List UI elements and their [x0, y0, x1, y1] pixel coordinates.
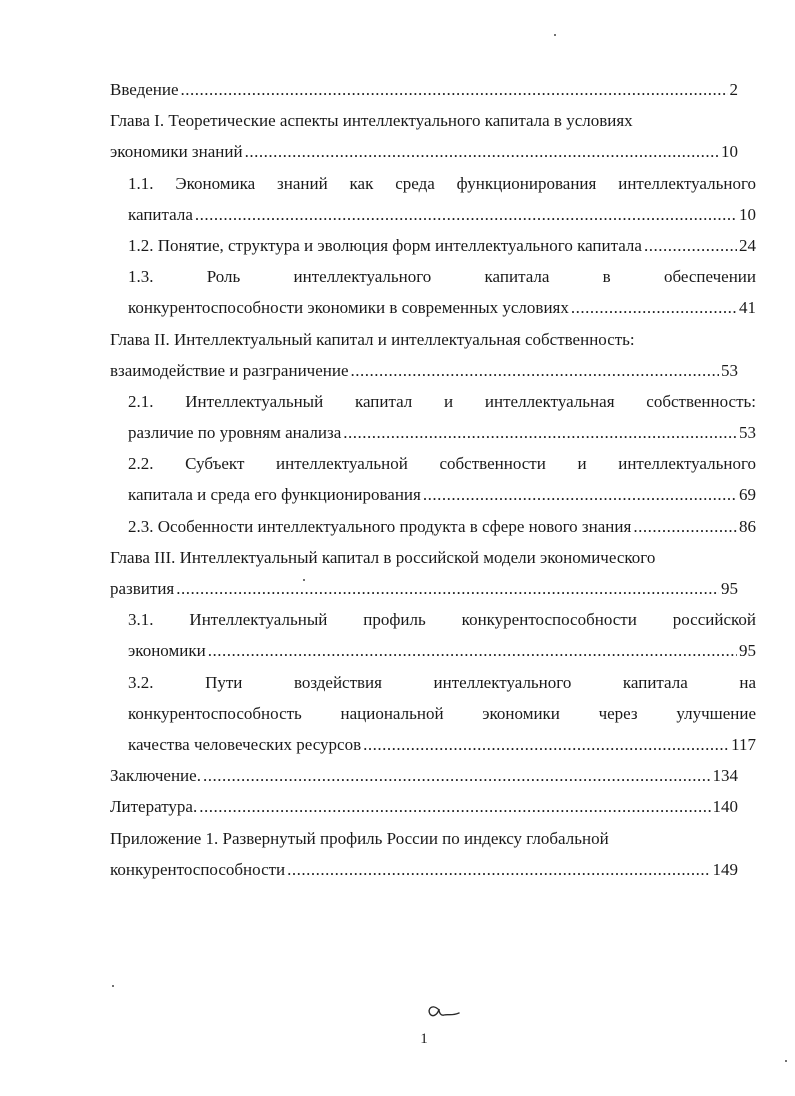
- toc-page-number: 86: [739, 516, 756, 536]
- scan-speck: [303, 579, 305, 581]
- toc-entry-section-1-1[interactable]: [110, 168, 756, 230]
- toc-entry-section-2-3[interactable]: [110, 511, 756, 542]
- dot-leader: [423, 479, 737, 510]
- toc-entry-title-continued: капитала и среда его функционирования: [128, 485, 421, 505]
- dot-leader: [176, 573, 719, 604]
- toc-entry-section-1-2[interactable]: [110, 230, 756, 261]
- toc-entry-title: 3.1. Интеллектуальный профиль конкурентоспособности российской: [128, 610, 756, 630]
- scan-speck: [112, 985, 114, 987]
- toc-entry-title: 1.2. Понятие, структура и эволюция форм интеллектуального капитала: [128, 235, 642, 255]
- dot-leader: [199, 791, 710, 822]
- toc-entry-title-continued: экономики: [128, 641, 206, 661]
- dot-leader: [208, 635, 737, 666]
- toc-entry-appendix-1[interactable]: [110, 823, 738, 885]
- toc-entry-title: 1.1. Экономика знаний как среда функционирования интеллектуального: [128, 173, 756, 193]
- toc-page-number: 95: [739, 641, 756, 661]
- toc-page-number: 134: [712, 766, 738, 786]
- toc-entry-section-3-2[interactable]: [110, 667, 756, 761]
- toc-entry-title: Приложение 1. Развернутый профиль России по индексу глобальной: [110, 828, 609, 848]
- toc-entry-title-continued: капитала: [128, 204, 193, 224]
- toc-entry-title: Литература.: [110, 797, 198, 817]
- toc-entry-section-2-1[interactable]: [110, 386, 756, 448]
- toc-entry-chapter-3[interactable]: [110, 542, 738, 604]
- toc-entry-title: Глава III. Интеллектуальный капитал в российской модели экономического: [110, 547, 656, 567]
- dot-leader: [571, 292, 737, 323]
- handwritten-initial-mark: [424, 995, 464, 1025]
- toc-page-number: 149: [712, 859, 738, 879]
- toc-entry-section-2-2[interactable]: [110, 448, 756, 510]
- dot-leader: [633, 511, 737, 542]
- toc-entry-chapter-2[interactable]: [110, 324, 738, 386]
- dot-leader: [363, 729, 729, 760]
- toc-entry-title: Глава I. Теоретические аспекты интеллектуального капитала в условиях: [110, 111, 633, 131]
- table-of-contents: [110, 74, 756, 885]
- toc-page-number: 41: [739, 298, 756, 318]
- toc-page-number: 140: [712, 797, 738, 817]
- dot-leader: [195, 199, 737, 230]
- toc-entry-title-continued: развития: [110, 579, 175, 598]
- dot-leader: [181, 74, 728, 105]
- toc-entry-title: 2.2. Субъект интеллектуальной собственности и интеллектуального: [128, 454, 756, 474]
- toc-entry-section-3-1[interactable]: [110, 604, 756, 666]
- toc-entry-title: Заключение.: [110, 766, 201, 786]
- dot-leader: [287, 854, 710, 885]
- toc-entry-title-continued: качества человеческих ресурсов: [128, 734, 362, 754]
- toc-page-number: 95: [721, 579, 738, 598]
- toc-entry-chapter-1[interactable]: [110, 105, 738, 167]
- toc-entry-title-continued: конкурентоспособность национальной экономики через улучшение: [128, 703, 756, 723]
- scan-speck: [554, 34, 556, 36]
- toc-entry-intro[interactable]: [110, 74, 738, 105]
- toc-entry-title-continued: конкурентоспособности: [110, 859, 286, 879]
- dot-leader: [351, 355, 720, 386]
- dot-leader: [245, 136, 719, 167]
- toc-entry-section-1-3[interactable]: [110, 261, 756, 323]
- toc-entry-title: Глава II. Интеллектуальный капитал и интеллектуальная собственность:: [110, 329, 635, 349]
- dot-leader: [644, 230, 737, 261]
- toc-entry-title-continued: конкурентоспособности экономики в современных условиях: [128, 298, 569, 318]
- dot-leader: [203, 760, 711, 791]
- toc-entry-conclusion[interactable]: [110, 760, 738, 791]
- toc-entry-title-continued: различие по уровням анализа: [128, 423, 342, 443]
- toc-entry-title: 2.1. Интеллектуальный капитал и интеллектуальная собственность:: [128, 391, 756, 411]
- toc-entry-title: Введение: [110, 80, 179, 99]
- page-number: 1: [420, 1031, 428, 1047]
- toc-entry-title: 1.3. Роль интеллектуального капитала в обеспечении: [128, 267, 756, 287]
- scan-speck: [785, 1060, 787, 1062]
- toc-page-number: 10: [721, 142, 738, 162]
- toc-page-number: 53: [721, 360, 738, 380]
- toc-page-number: 2: [729, 80, 738, 99]
- toc-entry-title: 2.3. Особенности интеллектуального продукта в сфере нового знания: [128, 516, 632, 536]
- toc-page-number: 69: [739, 485, 756, 505]
- toc-page-number: 24: [739, 235, 756, 255]
- toc-page-number: 53: [739, 423, 756, 443]
- toc-page-number: 10: [739, 204, 756, 224]
- toc-page-number: 117: [731, 734, 756, 754]
- toc-entry-literature[interactable]: [110, 791, 738, 822]
- toc-entry-title: 3.2. Пути воздействия интеллектуального капитала на: [128, 672, 756, 692]
- toc-entry-title-continued: взаимодействие и разграничение: [110, 360, 349, 380]
- dot-leader: [343, 417, 737, 448]
- toc-entry-title-continued: экономики знаний: [110, 142, 243, 162]
